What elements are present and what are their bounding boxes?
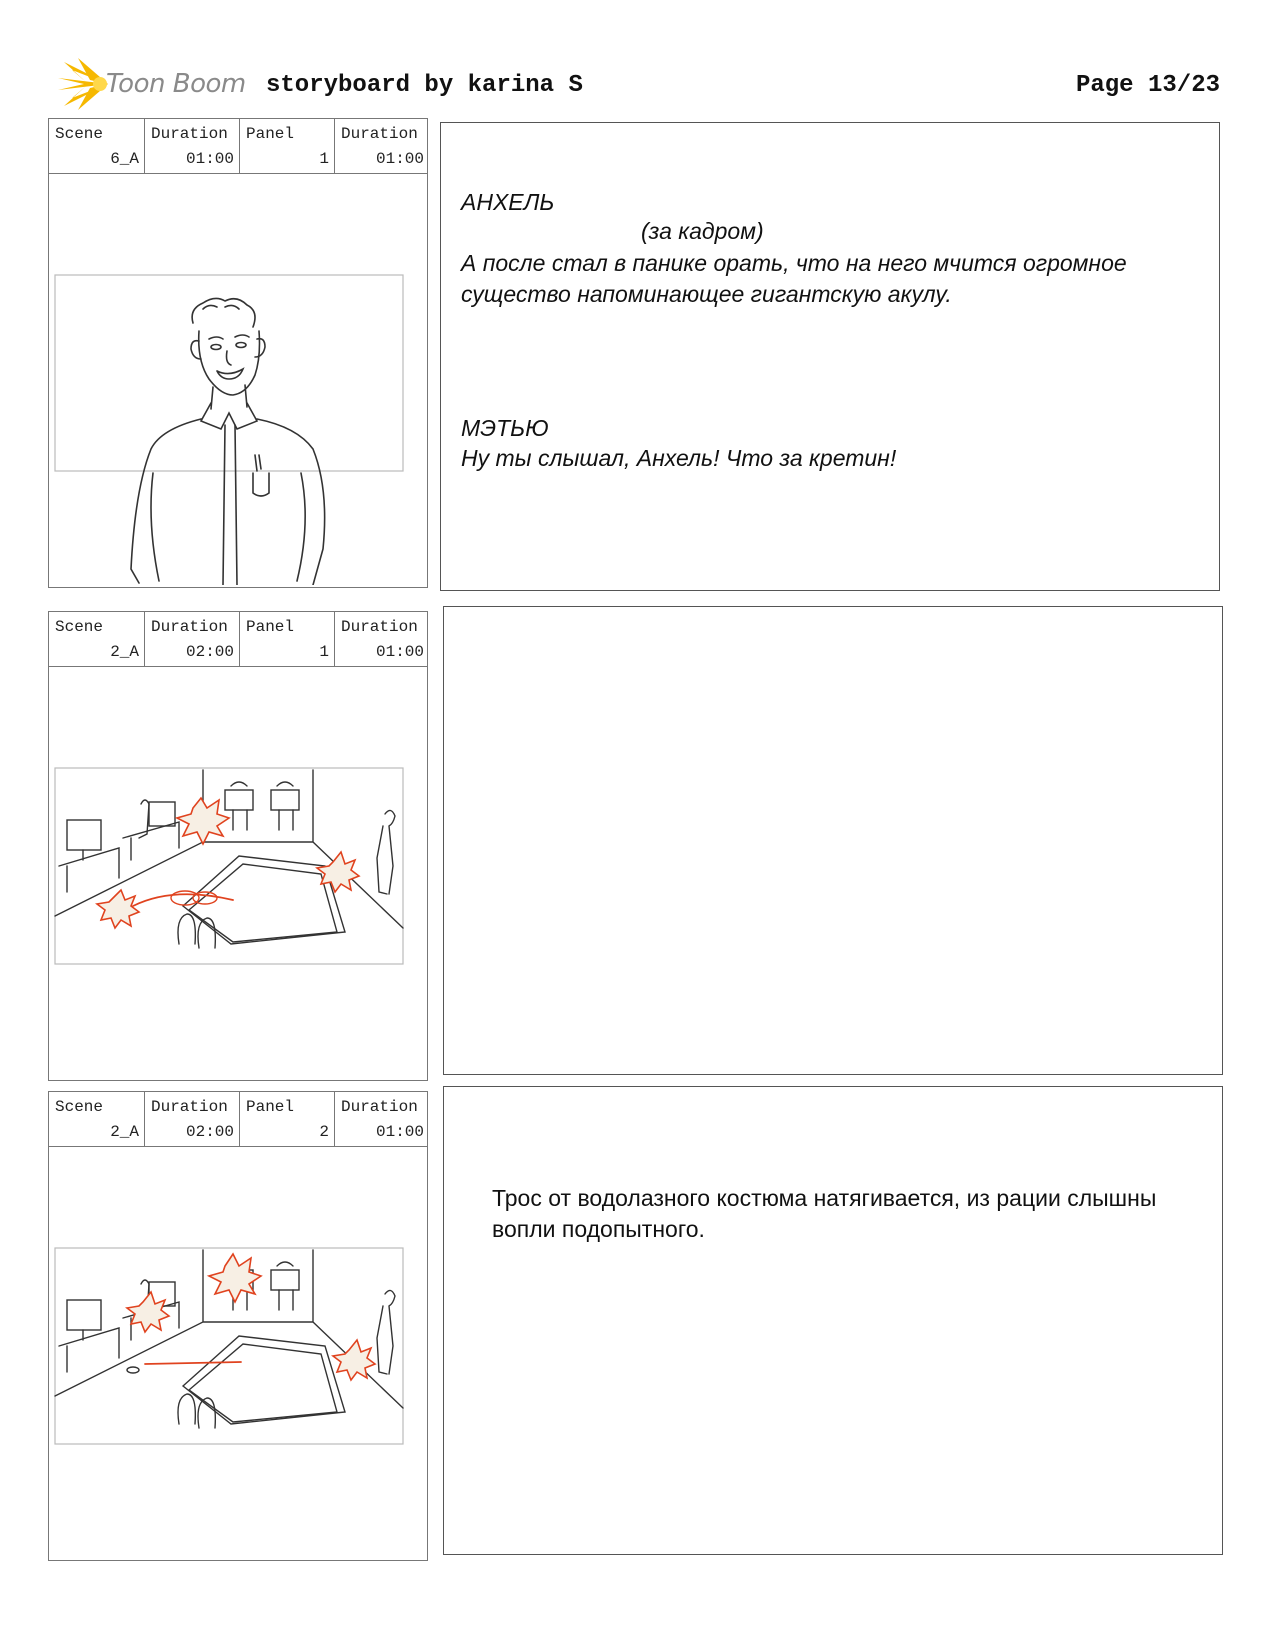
page-number: Page 13/23 [1075, 72, 1220, 99]
duration-label: Duration [341, 125, 418, 143]
panel-info-bar [49, 1092, 427, 1147]
lab-pool-sketch [53, 666, 425, 1078]
scene-duration-value: 01:00 [185, 150, 234, 168]
scene-label: Scene [55, 125, 104, 143]
scene-value: 6_A [110, 150, 139, 168]
panel-info-bar [49, 612, 427, 667]
scene-label: Scene [55, 1098, 104, 1116]
lab-pool-sketch [53, 1146, 425, 1558]
sunburst-icon [50, 56, 110, 112]
storyboard-frame-3 [48, 1091, 428, 1561]
panel-duration-value: 01:00 [375, 150, 424, 168]
duration-label: Duration [151, 125, 228, 143]
panel-label: Panel [246, 125, 295, 143]
action-text: Трос от водолазного костюма натягивается, из рации слышны вопли подопытного. [492, 1185, 1157, 1242]
scene-value: 2_A [110, 1123, 139, 1141]
toon-boom-logo [50, 56, 250, 116]
scene-duration-value: 02:00 [185, 643, 234, 661]
panel-duration-value: 01:00 [375, 1123, 424, 1141]
scene-label: Scene [55, 618, 104, 636]
dialog-line: Ну ты слышал, Анхель! Что за кретин! [461, 445, 897, 471]
character-name: МЭТЬЮ [461, 415, 549, 441]
scene-duration-cell [144, 119, 239, 173]
duration-label: Duration [341, 618, 418, 636]
panel-info-bar [49, 119, 427, 174]
panel-value: 2 [319, 1123, 329, 1141]
character-name: АНХЕЛЬ [461, 189, 555, 215]
scene-cell [49, 612, 144, 666]
duration-label: Duration [151, 618, 228, 636]
scene-duration-value: 02:00 [185, 1123, 234, 1141]
panel-1-text-box [440, 122, 1220, 591]
document-title: storyboard by karina S [266, 72, 583, 99]
parenthetical: (за кадром) [641, 218, 764, 244]
scene-cell [49, 119, 144, 173]
panel-3-text-box [443, 1086, 1223, 1555]
duration-label: Duration [341, 1098, 418, 1116]
storyboard-frame-2 [48, 611, 428, 1081]
panel-label: Panel [246, 618, 295, 636]
panel-cell [239, 119, 334, 173]
duration-label: Duration [151, 1098, 228, 1116]
scene-duration-cell [144, 612, 239, 666]
panel-duration-value: 01:00 [375, 643, 424, 661]
panel-value: 1 [319, 150, 329, 168]
dialog-line: А после стал в панике орать, что на него мчится огромное существо напоминающее гигантскую акулу. [461, 250, 1127, 307]
panel-value: 1 [319, 643, 329, 661]
scene-duration-cell [144, 1092, 239, 1146]
panel-2-text-box [443, 606, 1223, 1075]
panel-label: Panel [246, 1098, 295, 1116]
panel-duration-cell [334, 119, 429, 173]
scene-cell [49, 1092, 144, 1146]
scene-value: 2_A [110, 643, 139, 661]
panel-cell [239, 1092, 334, 1146]
man-in-shirt-sketch [53, 173, 425, 585]
panel-duration-cell [334, 1092, 429, 1146]
page-header [50, 56, 1220, 116]
storyboard-frame-1 [48, 118, 428, 588]
panel-cell [239, 612, 334, 666]
panel-duration-cell [334, 612, 429, 666]
logo-text: Toon Boom [106, 69, 246, 99]
